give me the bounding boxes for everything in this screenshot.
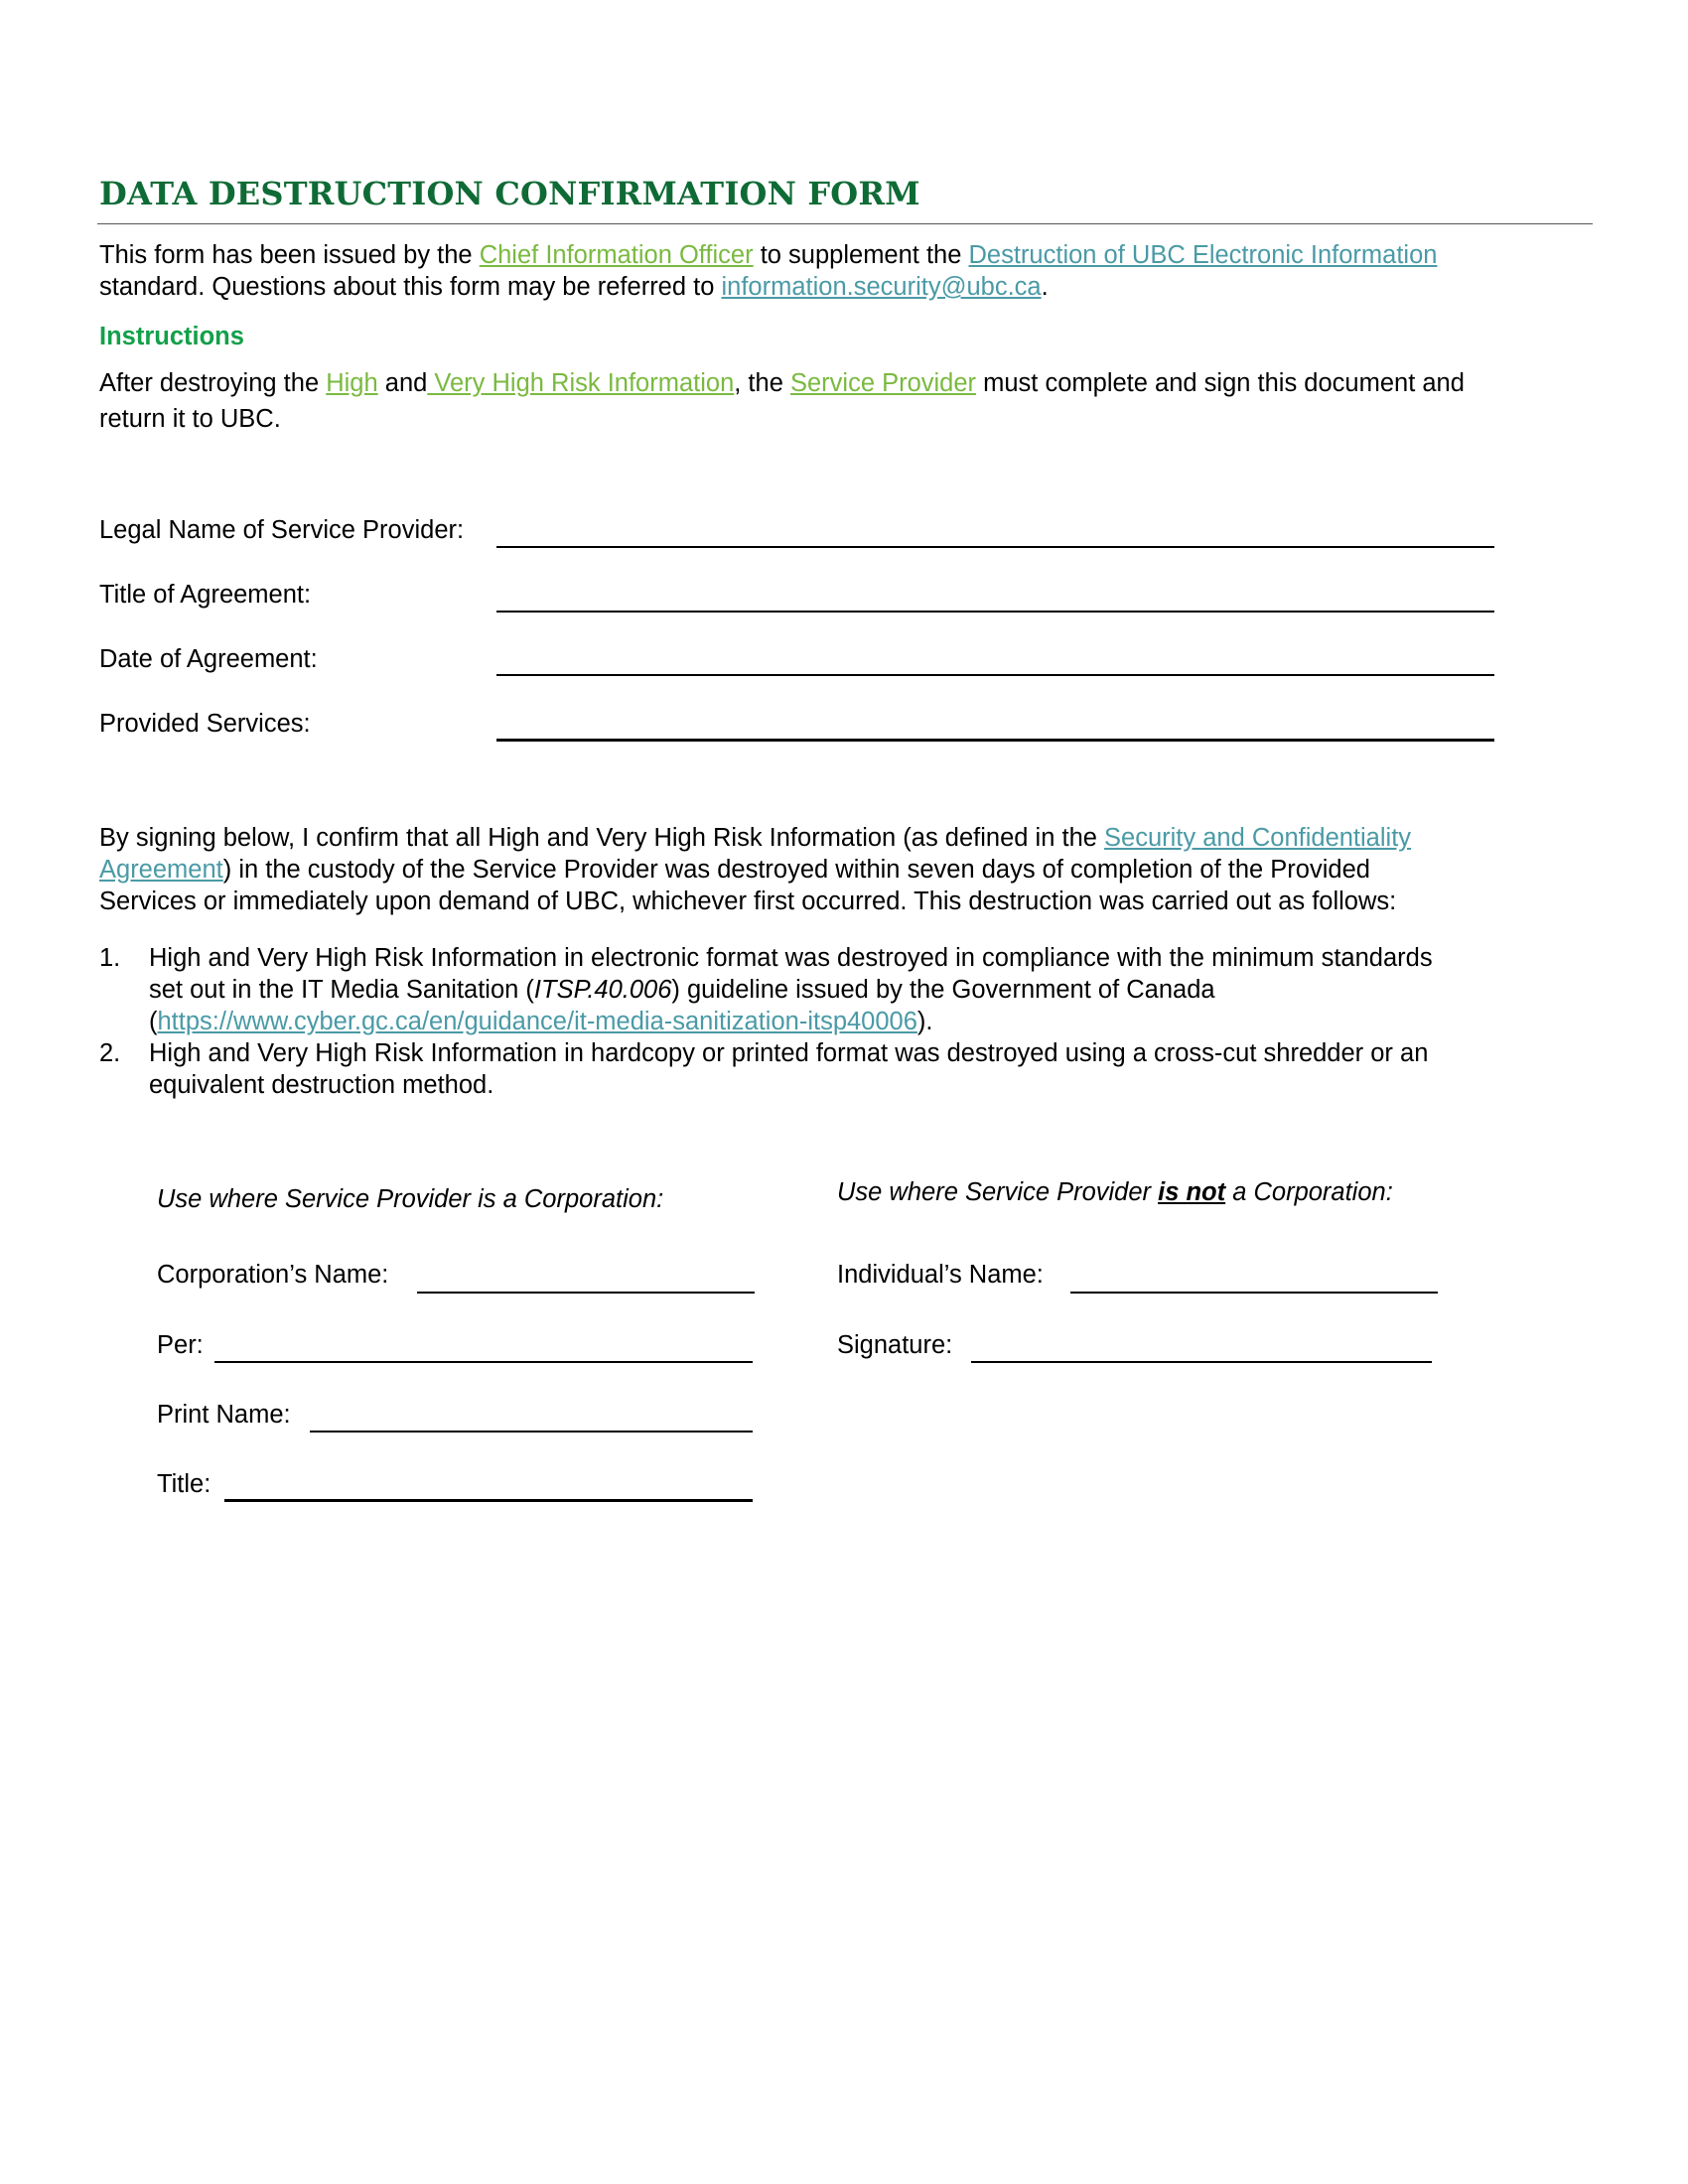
intro-text: .	[1041, 273, 1049, 301]
step-2-line-1: High and Very High Risk Information in hardcopy or printed format was destroyed using a cross-cut shredder or an	[149, 1039, 1429, 1067]
confirmation-line-3: Services or immediately upon demand of UBC, whichever first occurred. This destruction was carried out as follows:	[99, 887, 1397, 915]
corp-title-label: Title:	[157, 1470, 211, 1498]
confirmation-text: By signing below, I confirm that all High and Very High Risk Information (as defined in the	[99, 824, 1105, 852]
signature-field[interactable]	[971, 1361, 1432, 1363]
per-field[interactable]	[214, 1361, 753, 1363]
corporation-name-label: Corporation’s Name:	[157, 1261, 389, 1289]
provided-services-label: Provided Services:	[99, 710, 311, 738]
instructions-text: , the	[734, 369, 790, 397]
page-title: DATA DESTRUCTION CONFIRMATION FORM	[99, 175, 920, 212]
cio-link[interactable]: Chief Information Officer	[479, 241, 754, 269]
confirmation-line-2	[99, 854, 1370, 886]
security-agreement-link-cont[interactable]: Agreement	[99, 856, 223, 884]
legal-name-field[interactable]	[496, 546, 1494, 548]
intro-text: to supplement the	[753, 241, 969, 269]
intro-text: standard. Questions about this form may be referred to	[99, 273, 722, 301]
per-label: Per:	[157, 1331, 204, 1359]
corp-title-field[interactable]	[224, 1499, 753, 1502]
step-number: 2.	[99, 1039, 121, 1067]
cyber-gc-link[interactable]: https://www.cyber.gc.ca/en/guidance/it-media-sanitization-itsp40006	[157, 1008, 917, 1035]
confirmation-text: ) in the custody of the Service Provider was destroyed within seven days of completion of the Provided	[222, 856, 1370, 884]
step-text: set out in the IT Media Sanitation (	[149, 976, 534, 1004]
step-text: ).	[916, 1008, 933, 1035]
step-1-line-1: High and Very High Risk Information in electronic format was destroyed in compliance with the minimum standards	[149, 944, 1433, 972]
instructions-text: After destroying the	[99, 369, 327, 397]
print-name-label: Print Name:	[157, 1401, 291, 1429]
title-divider	[97, 223, 1593, 224]
instructions-line-1	[99, 367, 1465, 399]
provided-services-field[interactable]	[496, 739, 1494, 742]
instructions-text: and	[377, 369, 428, 397]
date-agreement-field[interactable]	[496, 674, 1494, 676]
corporation-heading: Use where Service Provider is a Corporation:	[157, 1185, 664, 1213]
step-2-line-2: equivalent destruction method.	[149, 1071, 494, 1099]
confirmation-line-1	[99, 822, 1411, 854]
individual-name-label: Individual’s Name:	[837, 1261, 1044, 1289]
step-text: ) guideline issued by the Government of Canada	[671, 976, 1215, 1004]
step-1-line-2	[149, 974, 1215, 1006]
is-not-emphasis: is not	[1158, 1178, 1226, 1206]
legal-name-label: Legal Name of Service Provider:	[99, 516, 465, 544]
intro-line-2	[99, 271, 1049, 303]
step-number: 1.	[99, 944, 121, 972]
date-agreement-label: Date of Agreement:	[99, 645, 318, 673]
security-agreement-link[interactable]: Security and Confidentiality	[1104, 824, 1412, 852]
intro-text: This form has been issued by the	[99, 241, 480, 269]
intro-line-1	[99, 239, 1437, 271]
destruction-standard-link[interactable]: Destruction of UBC Electronic Information	[968, 241, 1438, 269]
very-high-risk-link[interactable]: Very High Risk Information	[427, 369, 735, 397]
individual-name-field[interactable]	[1070, 1292, 1438, 1294]
itsp-reference: ITSP.40.006	[533, 976, 672, 1004]
instructions-heading: Instructions	[99, 323, 244, 350]
title-agreement-label: Title of Agreement:	[99, 581, 312, 609]
individual-heading	[837, 1176, 1393, 1208]
signature-label: Signature:	[837, 1331, 953, 1359]
title-agreement-field[interactable]	[496, 611, 1494, 613]
print-name-field[interactable]	[310, 1431, 753, 1433]
corporation-name-field[interactable]	[417, 1292, 755, 1294]
step-text: (	[149, 1008, 158, 1035]
step-1-line-3	[149, 1006, 933, 1037]
security-email-link[interactable]: information.security@ubc.ca	[721, 273, 1042, 301]
service-provider-link[interactable]: Service Provider	[789, 369, 977, 397]
high-risk-link[interactable]: High	[326, 369, 378, 397]
instructions-line-2: return it to UBC.	[99, 405, 281, 433]
instructions-text: must complete and sign this document and	[976, 369, 1465, 397]
individual-heading-text: Use where Service Provider	[837, 1178, 1159, 1206]
individual-heading-text: a Corporation:	[1225, 1178, 1393, 1206]
